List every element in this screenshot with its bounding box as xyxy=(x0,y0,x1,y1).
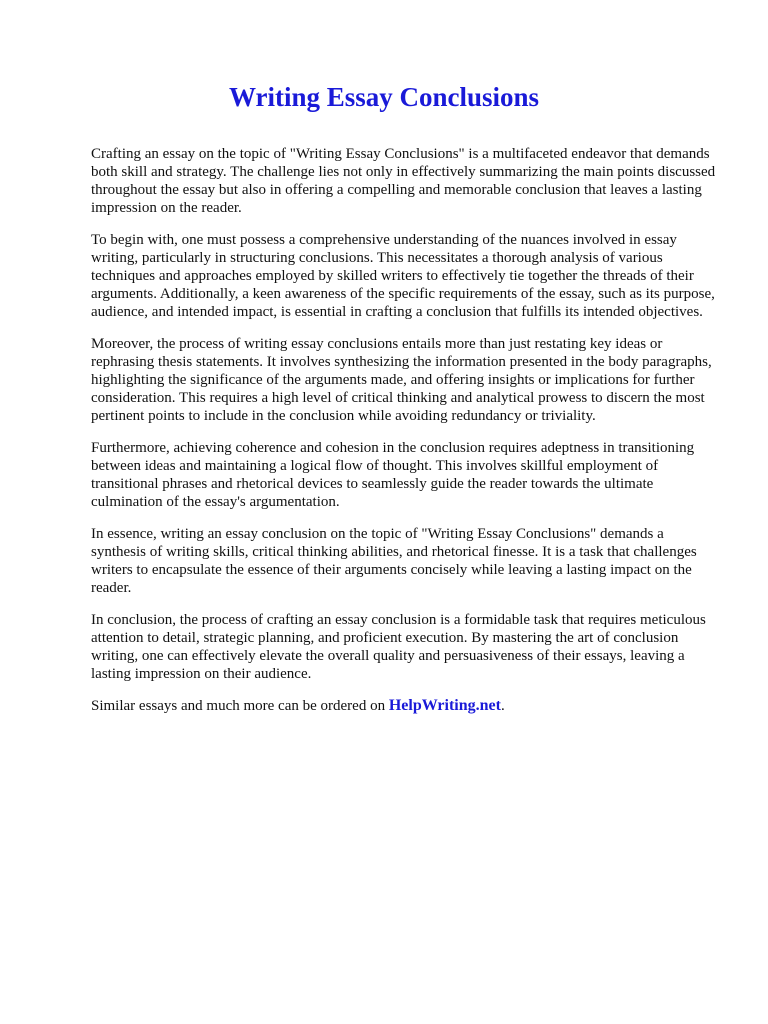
paragraph-6: In conclusion, the process of crafting an essay conclusion is a formidable task that requires meticulous attention to detail, strategic planning, and proficient execution. By mastering the art of conclusion writing, one can effectively elevate the overall quality and persuasiveness of their essays, leaving a lasting impression on their audience. xyxy=(91,612,706,682)
paragraph-4: Furthermore, achieving coherence and cohesion in the conclusion requires adeptness in transitioning between ideas and maintaining a logical flow of thought. This involves skillful employment of transitional phrases and rhetorical devices to seamlessly guide the reader towards the ultimate culmination of the essay's argumentation. xyxy=(91,440,695,510)
footer-suffix: . xyxy=(500,698,505,714)
footer-line xyxy=(91,697,717,715)
paragraph-5: In essence, writing an essay conclusion on the topic of "Writing Essay Conclusions" demands a synthesis of writing skills, critical thinking abilities, and rhetorical finesse. It is a task that challenges writers to encapsulate the essence of their arguments concisely while leaving a lasting impact on the reader. xyxy=(91,526,697,596)
page-title: Writing Essay Conclusions xyxy=(228,82,540,112)
footer-text: Similar essays and much more can be ordered on xyxy=(91,698,389,714)
paragraph-2: To begin with, one must possess a comprehensive understanding of the nuances involved in essay writing, particularly in structuring conclusions. This necessitates a thorough analysis of various techniques and approaches employed by skilled writers to effectively tie together the threads of their arguments. Additionally, a keen awareness of the specific requirements of the essay, such as its purpose, audience, and intended impact, is essential in crafting a conclusion that fulfills its intended objectives. xyxy=(91,232,715,320)
essay-body xyxy=(91,145,717,729)
paragraph-1: Crafting an essay on the topic of "Writing Essay Conclusions" is a multifaceted endeavor that demands both skill and strategy. The challenge lies not only in effectively summarizing the main points discussed throughout the essay but also in offering a compelling and memorable conclusion that leaves a lasting impression on the reader. xyxy=(91,146,716,216)
paragraph-3: Moreover, the process of writing essay conclusions entails more than just restating key ideas or rephrasing thesis statements. It involves synthesizing the information presented in the body paragraphs, highlighting the significance of the arguments made, and offering insights or implications for further consideration. This requires a high level of critical thinking and analytical prowess to discern the most pertinent points to include in the conclusion while avoiding redundancy or triviality. xyxy=(91,336,712,424)
helpwriting-link[interactable]: HelpWriting.net xyxy=(388,697,501,714)
